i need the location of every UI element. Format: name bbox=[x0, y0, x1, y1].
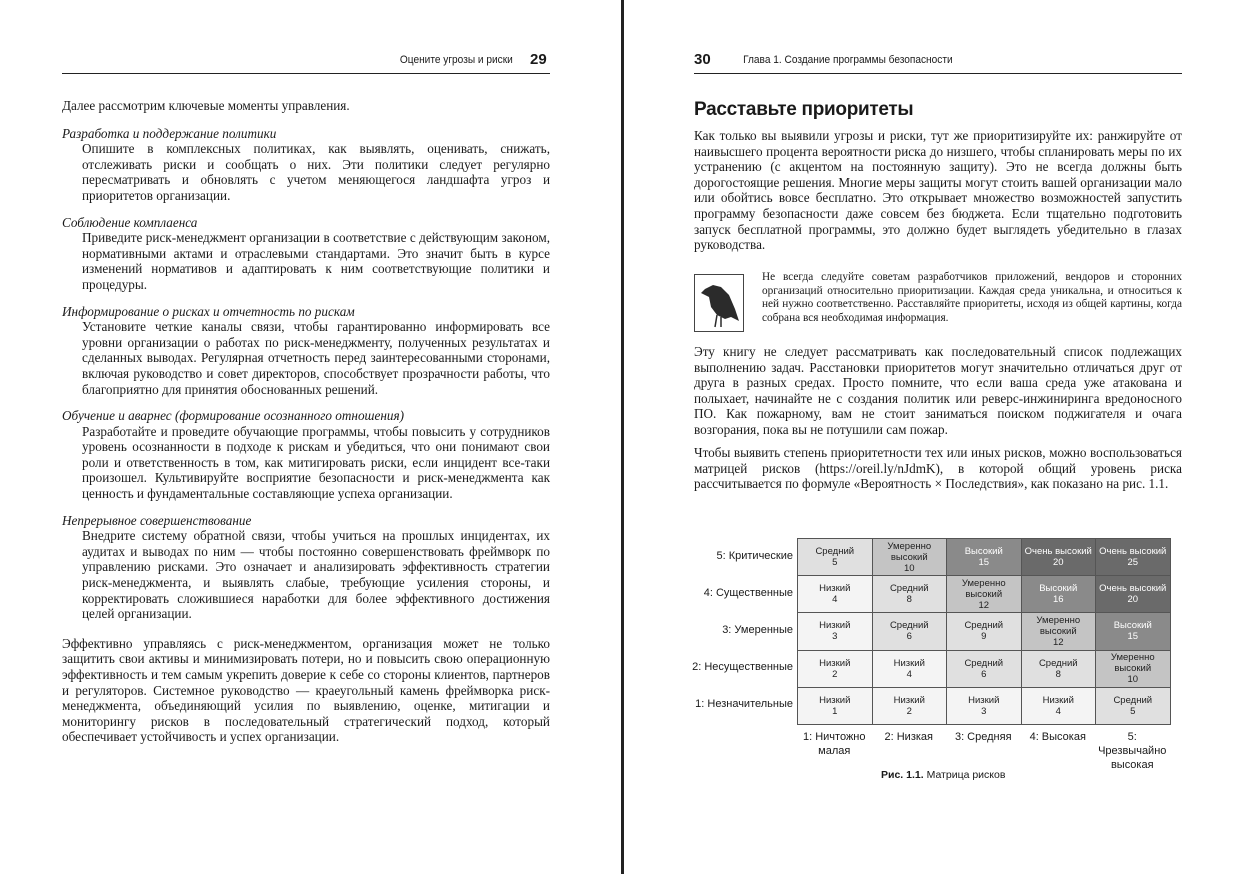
matrix-cell-score: 8 bbox=[1055, 668, 1061, 680]
left-header-rule bbox=[62, 73, 550, 74]
matrix-row-label: 1: Незначительные bbox=[695, 698, 793, 711]
right-header-rule bbox=[694, 73, 1182, 74]
prioritize-paragraph: Как только вы выявили угрозы и риски, тут же приоритизируйте их: ранжируйте от наивысшего процента вероятности риска до низшего, чтобы спланировать меры по их устранению (с акцентом на постоянную защиту). Это не всегда должны быть дорогостоящие решения. Многие меры защиты могут стоить вашей организации мало или обойтись вовсе бесплатно. Это открывает множество возможностей запустить программу безопасности даже совсем без бюджета. Если тщательно подготовить запуск бесплатной программы, это должно будет выглядеть убедительно в глазах руководства. bbox=[694, 128, 1182, 253]
matrix-cell-score: 3 bbox=[832, 631, 838, 643]
matrix-cell-label: Средний bbox=[889, 583, 929, 595]
item-training bbox=[62, 408, 550, 502]
book-usage-paragraph: Эту книгу не следует рассматривать как последовательный список подлежащих выполнению задач. Расстановки приоритетов могут значительно отличаться друг от друга в разных средах. Просто помните, что если ваша среда уже атакована и полыхает, начинайте не с создания политик или реверс-инжиниринга вредоносного ПО. Как пожарному, вам не стоит заниматься поиском поджигателя и очага возгорания, пока вы не потушили сам пожар. bbox=[694, 344, 1182, 437]
matrix-cell bbox=[872, 612, 948, 650]
matrix-cell bbox=[946, 650, 1022, 688]
matrix-cell bbox=[1095, 687, 1171, 725]
matrix-cell-score: 4 bbox=[906, 668, 912, 680]
raven-icon bbox=[694, 274, 744, 332]
matrix-cell-label: Средний bbox=[1038, 657, 1078, 669]
matrix-cell-score: 12 bbox=[978, 599, 990, 611]
matrix-cell-score: 6 bbox=[906, 631, 912, 643]
left-body bbox=[62, 98, 550, 745]
matrix-cell-label: Высокий bbox=[1039, 583, 1078, 595]
item-body: Опишите в комплексных политиках, как выявлять, оценивать, снижать, отслеживать риски и сообщать о них. Эти политики следует регулярно пересматривать и обновлять с учетом меняющегося ландшафта угроз и приоритетов организации. bbox=[82, 141, 550, 203]
matrix-cell-label: Умеренно высокий bbox=[961, 577, 1006, 600]
matrix-cell-score: 5 bbox=[1130, 705, 1136, 717]
matrix-cell-label: Средний bbox=[815, 546, 855, 558]
matrix-cell bbox=[1021, 612, 1097, 650]
matrix-cell-score: 6 bbox=[981, 668, 987, 680]
figure-caption-number: Рис. 1.1. bbox=[881, 769, 924, 781]
matrix-cell bbox=[946, 687, 1022, 725]
left-page bbox=[0, 0, 622, 874]
matrix-cell bbox=[797, 650, 873, 688]
matrix-cell-score: 2 bbox=[906, 705, 912, 717]
figure-caption bbox=[881, 769, 1005, 781]
matrix-cell-score: 20 bbox=[1127, 594, 1139, 606]
matrix-cell bbox=[1021, 538, 1097, 576]
matrix-cell-score: 10 bbox=[903, 562, 915, 574]
matrix-cell-label: Умеренно высокий bbox=[887, 540, 932, 563]
matrix-cell-score: 1 bbox=[832, 705, 838, 717]
matrix-cell-label: Низкий bbox=[819, 620, 851, 632]
matrix-cell-label: Низкий bbox=[1042, 694, 1074, 706]
matrix-cell bbox=[1021, 650, 1097, 688]
matrix-row-label: 4: Существенные bbox=[703, 586, 793, 599]
matrix-cell bbox=[797, 612, 873, 650]
matrix-cell-score: 8 bbox=[906, 594, 912, 606]
item-title: Информирование о рисках и отчетность по рискам bbox=[62, 303, 355, 319]
matrix-cell-label: Очень высокий bbox=[1099, 546, 1167, 558]
matrix-col-label: 1: Ничтожно малая bbox=[802, 731, 866, 757]
matrix-cell-score: 5 bbox=[832, 557, 838, 569]
left-header-title: Оцените угрозы и риски bbox=[399, 54, 513, 66]
matrix-cell-score: 15 bbox=[1127, 631, 1139, 643]
matrix-cell bbox=[872, 538, 948, 576]
closing-text: Эффективно управляясь с риск-менеджментом, организация может не только защитить свои активы и минимизировать потери, но и повысить свою операционную эффективность и тем самым укрепить доверие к себе со стороны клиентов, партнеров и регуляторов. Системное руководство — краеугольный камень фреймворка риск-менеджмента, объединяющий усилия по выявлению, оценке, митигации и мониторингу рисков в последовательный стратегический подход, который обеспечивает устойчивость и успех организации. bbox=[62, 635, 550, 745]
matrix-cell bbox=[1095, 538, 1171, 576]
matrix-col-label: 4: Высокая bbox=[1029, 731, 1086, 743]
matrix-cell-label: Средний bbox=[964, 657, 1004, 669]
matrix-cell bbox=[1021, 687, 1097, 725]
item-policy bbox=[62, 126, 550, 204]
item-body: Установите четкие каналы связи, чтобы гарантированно информировать все уровни организации о работах по риск-менеджменту, полученных результатах и сделанных выводах. Регулярная отчетность перед заинтересованными сторонами, включая руководство и совет директоров, способствует прозрачности работы, что благоприятно для принятия обоснованных решений. bbox=[82, 319, 550, 397]
matrix-cell-label: Умеренно высокий bbox=[1110, 652, 1155, 675]
matrix-col-label: 3: Средняя bbox=[954, 731, 1012, 743]
matrix-cell-score: 15 bbox=[978, 557, 990, 569]
item-title: Обучение и аварнес (формирование осознанного отношения) bbox=[62, 408, 405, 424]
matrix-cell-label: Низкий bbox=[819, 583, 851, 595]
right-header-title: Глава 1. Создание программы безопасности bbox=[743, 54, 953, 66]
matrix-cell-label: Высокий bbox=[1113, 620, 1152, 632]
item-body: Внедрите систему обратной связи, чтобы учиться на прошлых инцидентах, их аудитах и выводах по ним — чтобы постоянно совершенствовать фреймворк по управлению рисками. Это означает и анализировать эффективность стратегии риск-менеджмента, и выявлять слабые, требующие усиления стороны, и корректировать сложившиеся наработки для более эффективного достижения целей организации. bbox=[82, 528, 550, 622]
matrix-cell-score: 2 bbox=[832, 668, 838, 680]
matrix-cell-label: Низкий bbox=[893, 694, 925, 706]
matrix-cell-label: Высокий bbox=[964, 546, 1003, 558]
matrix-cell bbox=[946, 575, 1022, 613]
matrix-cell-label: Низкий bbox=[893, 657, 925, 669]
matrix-cell bbox=[797, 687, 873, 725]
matrix-cell-score: 20 bbox=[1052, 557, 1064, 569]
matrix-cell-label: Средний bbox=[889, 620, 929, 632]
matrix-cell-label: Низкий bbox=[819, 657, 851, 669]
matrix-cell-label: Низкий bbox=[819, 694, 851, 706]
right-page-number: 30 bbox=[694, 51, 711, 68]
matrix-cell-score: 9 bbox=[981, 631, 987, 643]
matrix-cell-score: 16 bbox=[1052, 594, 1064, 606]
matrix-cell-score: 4 bbox=[832, 594, 838, 606]
matrix-cell bbox=[872, 687, 948, 725]
matrix-cell bbox=[872, 650, 948, 688]
matrix-cell-label: Умеренно высокий bbox=[1036, 614, 1081, 637]
matrix-row-label: 3: Умеренные bbox=[722, 624, 793, 636]
matrix-cell-score: 25 bbox=[1127, 557, 1139, 569]
matrix-col-label: 2: Низкая bbox=[884, 731, 933, 743]
matrix-cell-label: Средний bbox=[964, 620, 1004, 632]
matrix-cell bbox=[1095, 575, 1171, 613]
left-page-number: 29 bbox=[530, 51, 547, 68]
matrix-cell-label: Средний bbox=[1113, 694, 1153, 706]
right-page bbox=[624, 0, 1245, 874]
item-body: Разработайте и проведите обучающие программы, чтобы повысить у сотрудников уровень осознанности в подходе к рискам и убедиться, что они понимают свои роли и ответственность в том, как митигировать риски, если инцидент все-таки произошел. Культивируйте восприятие безопасности и риск-менеджмента как ценность и фундаментальные составляющие успеха организации. bbox=[82, 423, 550, 502]
matrix-cell bbox=[872, 575, 948, 613]
item-body: Приведите риск-менеджмент организации в соответствие с действующим законом, нормативными актами и отраслевыми стандартами. Это значит быть в курсе изменений нормативов и адаптировать к ним соответствующие политики и процедуры. bbox=[82, 230, 550, 292]
item-improvement bbox=[62, 513, 550, 622]
matrix-cell-score: 12 bbox=[1052, 636, 1064, 648]
matrix-cell-score: 4 bbox=[1055, 705, 1061, 717]
matrix-cell-label: Очень высокий bbox=[1024, 546, 1092, 558]
item-reporting bbox=[62, 304, 550, 398]
matrix-col-label: 5: Чрезвычайно высокая bbox=[1098, 731, 1167, 771]
figure-caption-text: Матрица рисков bbox=[926, 769, 1006, 781]
section-heading: Расставьте приоритеты bbox=[694, 99, 914, 120]
matrix-cell-label: Низкий bbox=[968, 694, 1000, 706]
note-text: Не всегда следуйте советам разработчиков приложений, вендоров и сторонних организаций относительно приоритизации. Каждая среда уникальна, и относиться к ней нужно соответственно. Расставляйте приоритеты, исходя из общей картины, когда собрана вся необходимая информация. bbox=[762, 271, 1182, 324]
matrix-cell bbox=[1095, 650, 1171, 688]
matrix-row-label: 5: Критические bbox=[716, 549, 793, 562]
item-title: Разработка и поддержание политики bbox=[62, 125, 277, 141]
item-title: Соблюдение комплаенса bbox=[62, 214, 198, 230]
matrix-row-label: 2: Несущественные bbox=[692, 661, 793, 674]
intro-text: Далее рассмотрим ключевые моменты управления. bbox=[62, 98, 350, 113]
matrix-intro-paragraph: Чтобы выявить степень приоритетности тех или иных рисков, можно воспользоваться матрицей рисков (https://oreil.ly/nJdmK), в которой общий уровень риска рассчитывается по формуле «Вероятность × Последствия», как показано на рис. 1.1. bbox=[694, 445, 1182, 492]
matrix-cell-score: 10 bbox=[1127, 674, 1139, 686]
matrix-cell bbox=[1021, 575, 1097, 613]
matrix-cell-score: 3 bbox=[981, 705, 987, 717]
matrix-cell bbox=[797, 538, 873, 576]
matrix-cell bbox=[946, 538, 1022, 576]
item-compliance bbox=[62, 215, 550, 293]
matrix-cell-label: Очень высокий bbox=[1099, 583, 1167, 595]
matrix-cell bbox=[797, 575, 873, 613]
matrix-cell bbox=[946, 612, 1022, 650]
matrix-cell bbox=[1095, 612, 1171, 650]
item-title: Непрерывное совершенствование bbox=[62, 512, 252, 528]
